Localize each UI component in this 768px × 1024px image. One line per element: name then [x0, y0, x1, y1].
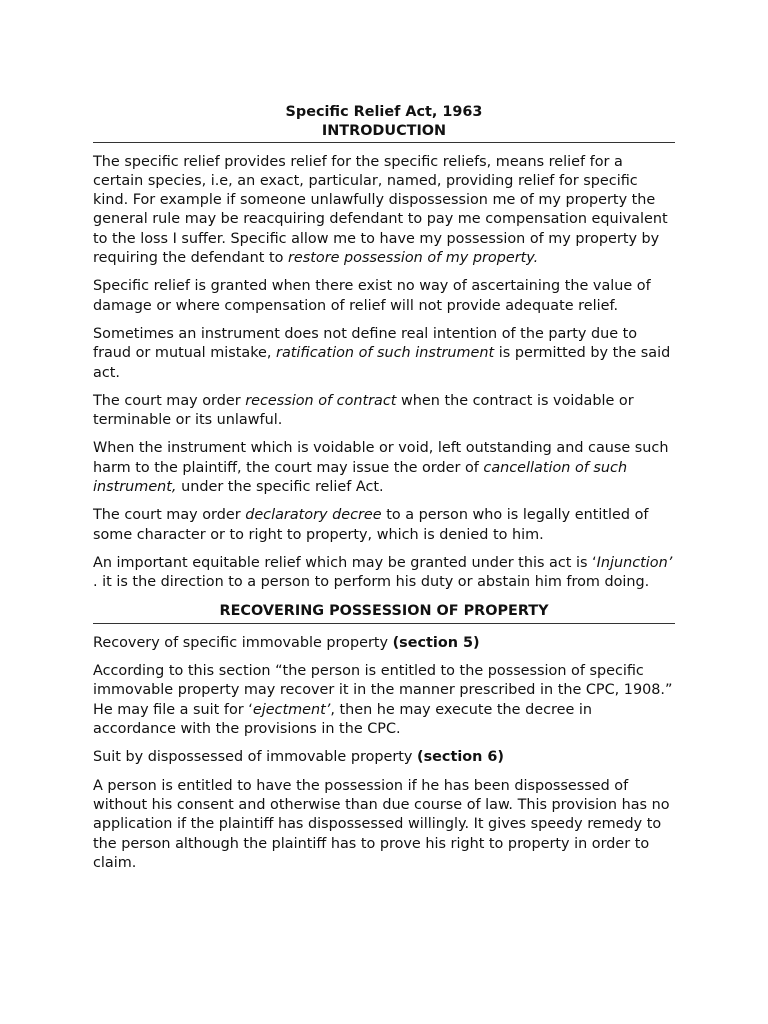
section-label: Recovery of specific immovable property: [93, 634, 393, 651]
intro-paragraph-5: [93, 439, 675, 497]
section-6-paragraph: A person is entitled to have the possession if he has been dispossessed of without his consent and otherwise than due course of law. This provision has no application if the plaintiff has dispossessed willingly. It gives speedy remedy to the person although the plaintiff has to prove his right to property in order to claim.: [93, 777, 670, 871]
section-5-paragraph: [93, 662, 675, 739]
heading-rule: [93, 142, 675, 143]
emphasis-text: restore possession of my property.: [287, 250, 539, 267]
paragraph-text: Sometimes an instrument does not define real intention of the party due to fraud or mutual mistake,: [93, 325, 638, 362]
paragraph-text: According to this section “the person is entitled to the possession of specific immovable property may recover it in the manner prescribed in the CPC, 1908.” He may file a suit for ‘: [93, 663, 673, 718]
paragraph-text: . it is the direction to a person to perform his duty or abstain him from doing.: [93, 574, 650, 591]
emphasis-text: declaratory decree: [245, 507, 382, 524]
section-label: Suit by dispossessed of immovable property: [93, 749, 418, 766]
recovering-possession-heading: RECOVERING POSSESSION OF PROPERTY: [219, 602, 549, 619]
intro-paragraph-6: [93, 506, 675, 545]
paragraph-text: The specific relief provides relief for the specific reliefs, means relief for a certain species, i.e, an exact, particular, named, providing relief for specific kind. For example if someone unlawfully dispossession me of my property the general rule may be reacquiring defendant to pay me compensation equivalent to the loss I suffer. Specific allow me to have my possession of my property by requiring the defendant to: [93, 153, 668, 267]
intro-paragraph-4: [93, 392, 675, 431]
emphasis-text: ejectment’: [252, 701, 331, 718]
section-reference: (section 5): [392, 634, 480, 651]
paragraph-text: when the contract is voidable or terminable or its unlawful.: [93, 392, 634, 429]
paragraph-text: , then he may execute the decree in accordance with the provisions in the CPC.: [93, 701, 592, 738]
emphasis-text: ratification of such instrument: [276, 345, 495, 362]
section-5-title: [93, 634, 675, 653]
emphasis-text: recession of contract: [245, 392, 397, 409]
document-title: Specific Relief Act, 1963: [285, 104, 483, 120]
paragraph-text: When the instrument which is voidable or void, left outstanding and cause such harm to the plaintiff, the court may issue the order of: [93, 440, 669, 476]
document-page: [93, 103, 675, 882]
paragraph-text: The court may order: [93, 392, 246, 409]
intro-paragraph-1: [93, 153, 675, 269]
emphasis-text: cancellation of such instrument,: [93, 459, 628, 496]
paragraph-text: The court may order: [93, 507, 246, 524]
introduction-heading: INTRODUCTION: [321, 123, 447, 140]
intro-paragraph-3: [93, 325, 675, 383]
intro-paragraph-7: [93, 554, 675, 593]
paragraph-text: under the specific relief Act.: [176, 479, 384, 496]
section-rule: [93, 623, 675, 624]
paragraph-text: An important equitable relief which may be granted under this act is ‘: [93, 554, 597, 571]
section-reference: (section 6): [417, 749, 505, 766]
section-6-title: [93, 748, 675, 767]
paragraph-text: is permitted by the said act.: [93, 345, 671, 381]
paragraph-text: to a person who is legally entitled of some character or to right to property, which is denied to him.: [93, 507, 649, 543]
intro-paragraph-2: Specific relief is granted when there exist no way of ascertaining the value of damage or where compensation of relief will not provide adequate relief.: [93, 278, 651, 314]
emphasis-text: Injunction’: [596, 554, 673, 571]
